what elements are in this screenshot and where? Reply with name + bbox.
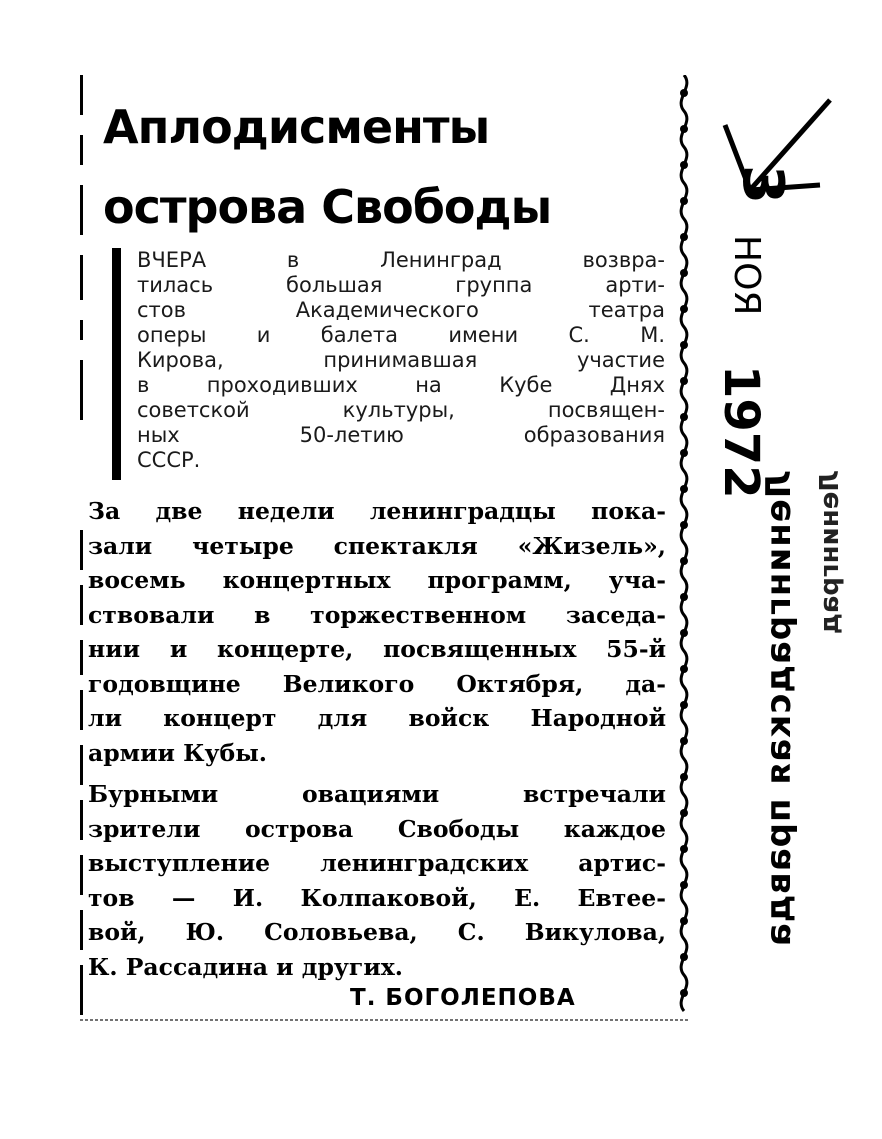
headline-line-1: Аплодисменты (103, 100, 490, 154)
publication-name: Ленинградская правда (759, 470, 799, 948)
headline-line-2: острова Свободы (103, 180, 552, 234)
lead-line: в проходивших на Кубе Днях (137, 373, 665, 397)
lead-line: советской культуры, посвящен- (137, 398, 665, 422)
body-line: За две недели ленинградцы пока- (88, 497, 666, 525)
lead-rule (112, 248, 121, 480)
lead-paragraph (137, 248, 665, 473)
publication-city: Ленинград (815, 470, 845, 635)
date-month: НОЯ (726, 235, 767, 316)
body-line: восемь концертных программ, уча- (88, 566, 666, 594)
lead-line: ВЧЕРА в Ленинград возвра- (137, 248, 665, 272)
body-line: зрители острова Свободы каждое (88, 814, 666, 843)
date-year: 1972 (713, 365, 769, 499)
body-line: вой, Ю. Соловьева, С. Викулова, (88, 918, 666, 946)
publication-stamp (704, 470, 845, 948)
body-paragraph-2 (88, 777, 666, 984)
body-line: ствовали в торжественном заседа- (88, 600, 666, 629)
lead-line: ных 50-летию образования (137, 423, 665, 447)
body-line: армии Кубы. (88, 738, 267, 767)
body-paragraph-1 (88, 494, 666, 770)
lead-line: стов Академического театра (137, 298, 665, 322)
date-stamp (685, 95, 835, 499)
lead-line: СССР. (137, 448, 201, 472)
body-line: К. Рассадина и других. (88, 952, 403, 981)
author-signature: Т. БОГОЛЕПОВА (350, 985, 576, 1011)
lead-line: тилась большая группа арти- (137, 273, 665, 297)
body-line: зали четыре спектакля «Жизель», (88, 531, 666, 560)
lead-line: оперы и балета имени С. М. (137, 323, 665, 347)
body-line: тов — И. Колпаковой, Е. Евтее- (88, 883, 666, 912)
clipping-left-edge (78, 75, 84, 1020)
clipping-bottom-edge (80, 1018, 690, 1022)
body-line: выступление ленинградских артис- (88, 849, 666, 877)
body-line: Бурными овациями встречали (88, 780, 666, 808)
body-line: ли концерт для войск Народной (88, 704, 666, 732)
date-number: 3 (730, 165, 795, 204)
body-line: годовщине Великого Октября, да- (88, 669, 666, 698)
body-line: нии и концерте, посвященных 55-й (88, 635, 666, 663)
lead-line: Кирова, принимавшая участие (137, 348, 665, 372)
